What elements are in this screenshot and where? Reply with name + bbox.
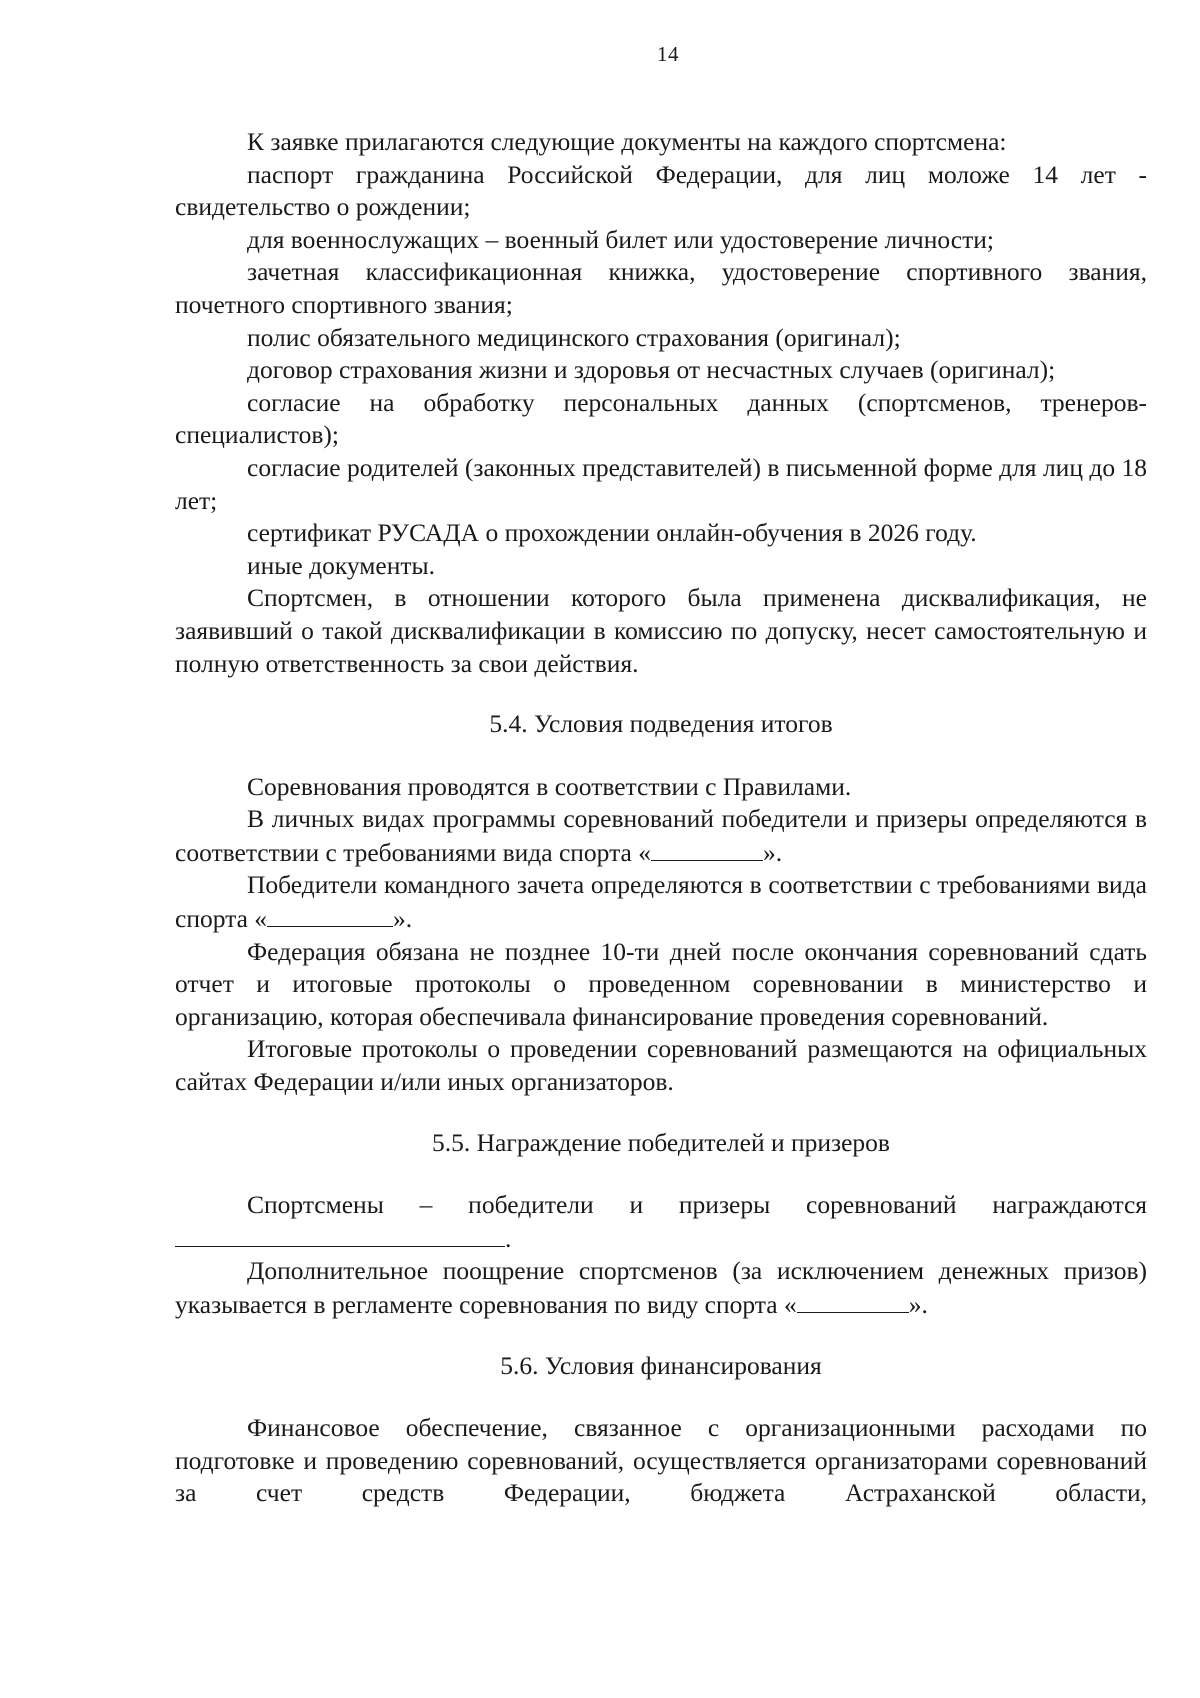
section-5-5-heading: 5.5. Награждение победителей и призеров bbox=[432, 1127, 890, 1157]
document-item: для военнослужащих – военный билет или удостоверение личности; bbox=[247, 224, 994, 254]
page-number: 14 bbox=[657, 42, 679, 66]
paragraph-text: . bbox=[505, 1223, 512, 1253]
award-blank bbox=[175, 1222, 505, 1247]
documents-intro: К заявке прилагаются следующие документы на каждого спортсмена: bbox=[247, 127, 1007, 156]
document-item: сертификат РУСАДА о прохождении онлайн-обучения в 2026 году. bbox=[247, 518, 977, 548]
section-5-5-paragraph: Спортсмены – победители и призеры соревнований награждаются bbox=[247, 1190, 1147, 1220]
section-5-4-heading: 5.4. Условия подведения итогов bbox=[489, 709, 833, 739]
section-5-5-paragraph bbox=[175, 1255, 1147, 1321]
document-item: согласие родителей (законных представителей) в письменной форме для лиц до 18 лет; bbox=[175, 452, 1147, 515]
section-5-4-paragraph: Соревнования проводятся в соответствии с Правилами. bbox=[247, 771, 852, 801]
document-body bbox=[175, 126, 1147, 1510]
sport-name-blank bbox=[651, 836, 763, 861]
section-5-4-paragraph bbox=[175, 869, 1147, 935]
sport-name-blank bbox=[267, 902, 393, 927]
paragraph-text: ». bbox=[393, 904, 413, 934]
document-item: паспорт гражданина Российской Федерации, для лиц моложе 14 лет - свидетельство о рождении; bbox=[175, 159, 1147, 222]
document-item: согласие на обработку персональных данных (спортсменов, тренеров-специалистов); bbox=[175, 387, 1147, 450]
paragraph-text: ». bbox=[908, 1290, 928, 1319]
document-item: полис обязательного медицинского страхования (оригинал); bbox=[247, 322, 901, 352]
document-item: договор страхования жизни и здоровья от несчастных случаев (оригинал); bbox=[247, 355, 1056, 385]
disqualification-note: Спортсмен, в отношении которого была применена дисквалификация, не заявивший о такой дисквалификации в комиссию по допуску, несет самостоятельную и полную ответственность за свои действия. bbox=[175, 583, 1147, 678]
paragraph-text: ». bbox=[762, 837, 783, 867]
paragraph-text: В личных видах программы соревнований победители и призеры определяются в соответствии с требованиями вида спорта « bbox=[175, 804, 1147, 867]
sport-name-blank bbox=[797, 1288, 909, 1313]
document-item: зачетная классификационная книжка, удостоверение спортивного звания, почетного спортивного звания; bbox=[175, 257, 1147, 319]
section-5-4-paragraph: Итоговые протоколы о проведении соревнований размещаются на официальных сайтах Федерации и/или иных организаторов. bbox=[175, 1034, 1147, 1097]
paragraph-text: Дополнительное поощрение спортсменов (за исключением денежных призов) указывается в регламенте соревнования по виду спорта « bbox=[175, 1256, 1147, 1319]
paragraph-text: Победители командного зачета определяются в соответствии с требованиями вида спорта « bbox=[175, 870, 1147, 934]
award-blank-line bbox=[175, 1222, 1147, 1256]
section-5-4-paragraph: Федерация обязана не позднее 10-ти дней после окончания соревнований сдать отчет и итоговые протоколы о проведенном соревновании в министерство и организацию, которая обеспечивала финансирование проведения соревнований. bbox=[175, 936, 1147, 1031]
section-5-4-paragraph bbox=[175, 803, 1147, 869]
document-item: иные документы. bbox=[247, 550, 436, 580]
section-5-6-paragraph: Финансовое обеспечение, связанное с организационными расходами по подготовке и проведению соревнований, осуществляется организаторами соревнований за счет средств Федерации, бюджета Астраханской области, bbox=[175, 1413, 1147, 1508]
section-5-6-heading: 5.6. Условия финансирования bbox=[500, 1350, 822, 1380]
